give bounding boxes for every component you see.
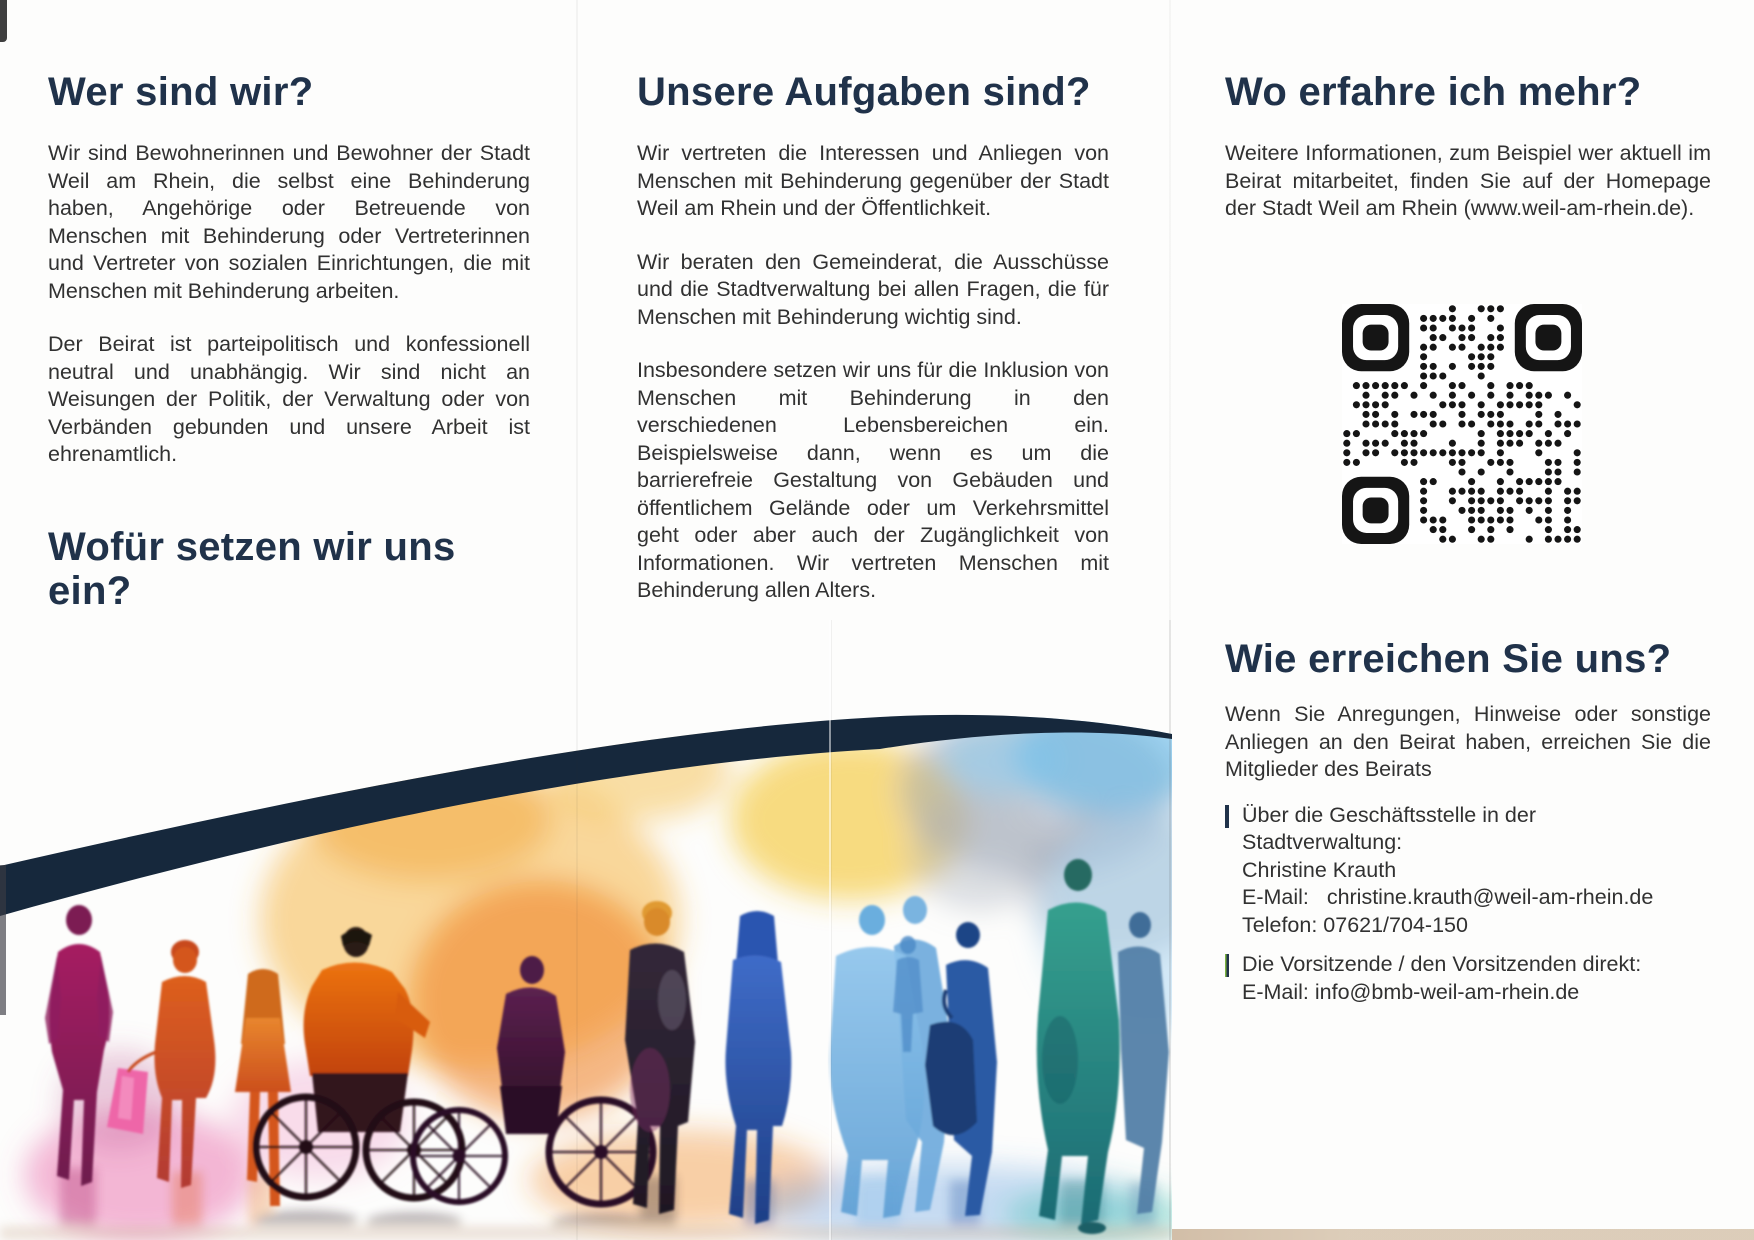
contact-intro: Wenn Sie Anregungen, Hinweise oder sonstige Anliegen an den Beirat haben, erreichen Sie die Mitglieder des Beirats [1225, 702, 1711, 781]
heading-more: Wo erfahre ich mehr? [1225, 70, 1642, 114]
panel-more [1225, 70, 1711, 223]
heading-tasks: Unsere Aufgaben sind? [637, 70, 1091, 114]
scan-corner-artifact [0, 0, 7, 42]
who-paragraph-1: Wir sind Bewohnerinnen und Bewohner der Stadt Weil am Rhein, die selbst eine Behinderung haben, Angehörige oder Betreuende von Menschen mit Behinderung oder Vertreterinnen und Vertreter von sozialen Einrichtungen, die mit Menschen mit Behinderung arbeiten. [48, 141, 530, 303]
panel-tasks [637, 70, 1109, 605]
accent-bar [1225, 954, 1229, 977]
bag [925, 1022, 977, 1135]
who-paragraph-2: Der Beirat ist parteipolitisch und konfessionell neutral und unabhängig. Wir sind nicht an Weisungen der Politik, der Verwaltung oder von Verbänden gebunden und unsere Arbeit ist ehrenamtlich. [48, 332, 530, 466]
contact-phone: Telefon: 07621/704-150 [1242, 912, 1468, 937]
tasks-paragraph-1: Wir vertreten die Interessen und Anliegen von Menschen mit Behinderung gegenüber der Stadt Weil am Rhein und der Öffentlichkeit. [637, 141, 1109, 220]
tasks-paragraph-3: Insbesondere setzen wir uns für die Inklusion von Menschen mit Behinderung in den verschiedenen Lebensbereichen ein. Beispielsweise dann, wenn es um die barrierefreie Gestaltung von Gebäuden und öffentlichem Gelände oder um Verkehrsmittel geht oder aber auch der Zugänglichkeit von Informationen. Wir vertreten Menschen mit Behinderung allen Alters. [637, 358, 1109, 602]
qr-code [1342, 304, 1582, 544]
contact-line: Christine Krauth [1242, 857, 1397, 882]
more-paragraph-1: Weitere Informationen, zum Beispiel wer aktuell im Beirat mitarbeitet, finden Sie auf der Homepage der Stadt Weil am Rhein (www.weil-am-rhein.de). [1225, 141, 1711, 220]
tasks-paragraph-2: Wir beraten den Gemeinderat, die Ausschüsse und die Stadtverwaltung bei allen Fragen, die für Menschen mit Behinderung wichtig sind. [637, 249, 1109, 329]
heading-goals: Wofür setzen wir uns ein? [48, 524, 456, 613]
wheelchair-wheel [256, 1097, 356, 1197]
inclusion-watercolor-artwork [0, 620, 1172, 1240]
contact-line: Stadtverwaltung: [1242, 830, 1403, 854]
accent-bar [1225, 805, 1229, 828]
panel-contact [1225, 637, 1711, 1018]
scan-edge-artifact [0, 865, 6, 1015]
contact-email-chair: E-Mail: info@bmb-weil-am-rhein.de [1242, 979, 1580, 1004]
contact-email-office: E-Mail: christine.krauth@weil-am-rhein.de [1242, 885, 1654, 909]
fold-crease [829, 620, 831, 1240]
contact-item-office [1225, 802, 1711, 940]
heading-contact: Wie erreichen Sie uns? [1225, 637, 1672, 681]
scan-bottom-edge [1172, 1229, 1754, 1240]
contact-line: Über die Geschäftsstelle in der [1242, 802, 1536, 827]
contact-item-chair [1225, 951, 1711, 1006]
contact-line: Die Vorsitzende / den Vorsitzenden direkt: [1242, 952, 1642, 976]
heading-who: Wer sind wir? [48, 70, 314, 114]
wheelchair-wheel [413, 1110, 505, 1202]
